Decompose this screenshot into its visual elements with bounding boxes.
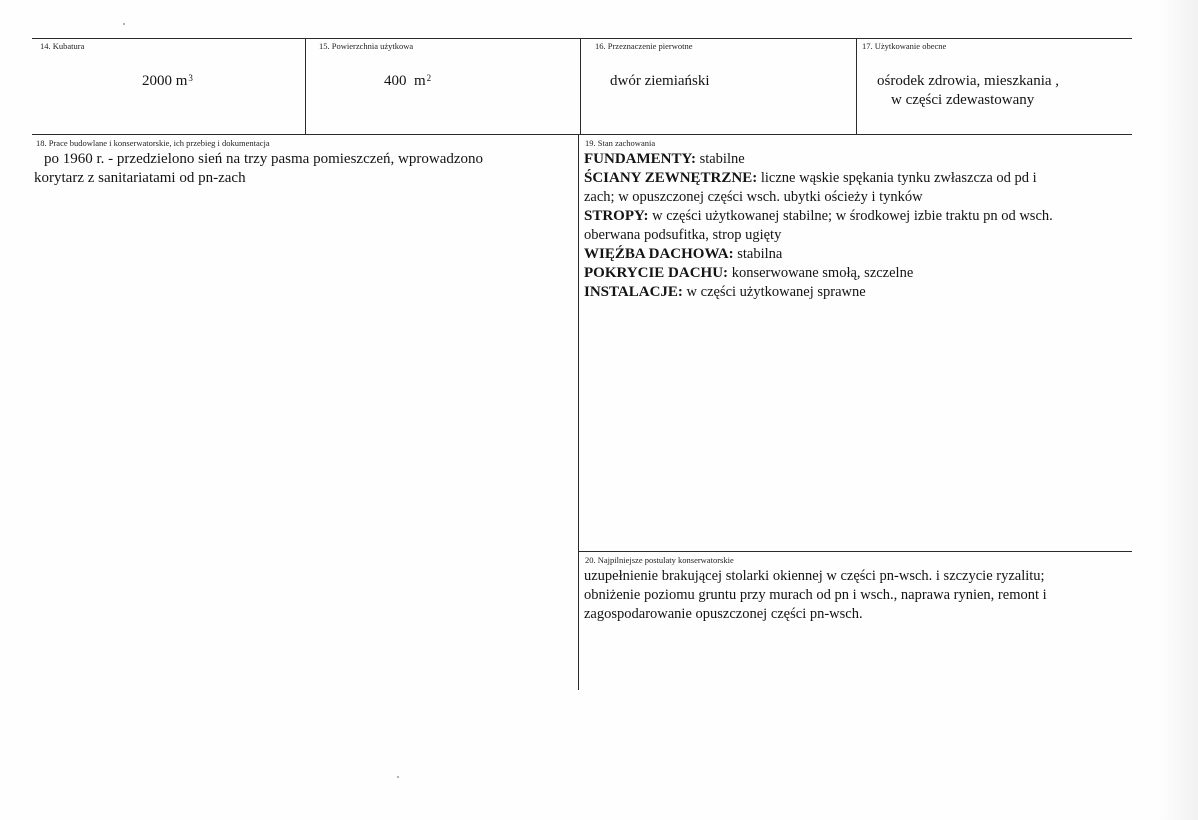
scan-speck (123, 23, 125, 25)
postulaty-text (584, 567, 1047, 624)
przeznaczenie-label: 16. Przeznaczenie pierwotne (595, 41, 693, 51)
uzytkowanie-value-line-2: w części zdewastowany (891, 92, 1035, 108)
powierzchnia-label: 15. Powierzchnia użytkowa (319, 41, 414, 51)
stan-line-text: stabilna (733, 246, 783, 262)
uzytkowanie-value-line-1: ośrodek zdrowia, mieszkania , (877, 73, 1060, 89)
center-vertical-rule (578, 134, 579, 690)
row1-bottom-rule (32, 134, 1132, 135)
stan-line (584, 283, 1053, 302)
stan-line-text: zach; w opuszczonej części wsch. ubytki ościeży i tynków (584, 189, 923, 205)
postulaty-line: uzupełnienie brakującej stolarki okiennej w części pn-wsch. i szczycie ryzalitu; (584, 568, 1045, 584)
prace-line-1: po 1960 r. - przedzielono sień na trzy pasma pomieszczeń, wprowadzono (44, 151, 484, 167)
stan-line (584, 150, 1053, 169)
kubatura-unit: m (175, 73, 188, 89)
powierzchnia-value (384, 72, 431, 91)
scan-speck (397, 776, 399, 778)
stan-line-text: w części użytkowanej stabilne; w środkowej izbie traktu pn od wsch. (648, 208, 1053, 224)
col-divider-1 (305, 38, 306, 134)
prace-text (34, 150, 483, 188)
stan-text (584, 150, 1053, 302)
stan-line-text: w części użytkowanej sprawne (682, 284, 866, 300)
f20-top-rule (578, 551, 1132, 552)
przeznaczenie-value: dwór ziemiański (610, 73, 710, 89)
stan-line-lead: POKRYCIE DACHU: (584, 265, 729, 281)
stan-line-lead: ŚCIANY ZEWNĘTRZNE: (584, 170, 758, 186)
postulaty-line: obniżenie poziomu gruntu przy murach od pn i wsch., naprawa rynien, remont i (584, 587, 1047, 603)
powierzchnia-number: 400 (384, 73, 407, 89)
stan-label: 19. Stan zachowania (585, 138, 656, 148)
stan-line (584, 188, 1053, 207)
stan-line-lead: WIĘŹBA DACHOWA: (584, 246, 734, 262)
postulaty-line: zagospodarowanie opuszczonej części pn-wsch. (584, 606, 863, 622)
stan-line-text: liczne wąskie spękania tynku zwłaszcza od pd i (757, 170, 1037, 186)
stan-line-lead: STROPY: (584, 208, 649, 224)
scan-edge-shade (1158, 0, 1198, 820)
col-divider-2 (580, 38, 581, 134)
prace-label: 18. Prace budowlane i konserwatorskie, ich przebieg i dokumentacja (36, 138, 270, 148)
uzytkowanie-label: 17. Użytkowanie obecne (862, 41, 947, 51)
stan-line (584, 245, 1053, 264)
stan-line-lead: FUNDAMENTY: (584, 151, 696, 167)
kubatura-unit-exponent: 3 (188, 73, 193, 83)
stan-line (584, 264, 1053, 283)
kubatura-number: 2000 (142, 73, 172, 89)
stan-line-text: oberwana podsufitka, strop ugięty (584, 227, 782, 243)
stan-line-text: stabilne (695, 151, 745, 167)
postulaty-label: 20. Najpilniejsze postulaty konserwatorskie (585, 555, 734, 565)
top-rule (32, 38, 1132, 39)
powierzchnia-unit-exponent: 2 (426, 73, 432, 83)
stan-line-lead: INSTALACJE: (584, 284, 683, 300)
powierzchnia-unit: m (414, 73, 426, 89)
stan-line-text: konserwowane smołą, szczelne (728, 265, 914, 281)
kubatura-label: 14. Kubatura (40, 41, 85, 51)
stan-line (584, 207, 1053, 226)
stan-line (584, 169, 1053, 188)
col-divider-3 (856, 38, 857, 134)
stan-line (584, 226, 1053, 245)
kubatura-value (142, 72, 193, 91)
prace-line-2: korytarz z sanitariatami od pn-zach (34, 170, 246, 186)
